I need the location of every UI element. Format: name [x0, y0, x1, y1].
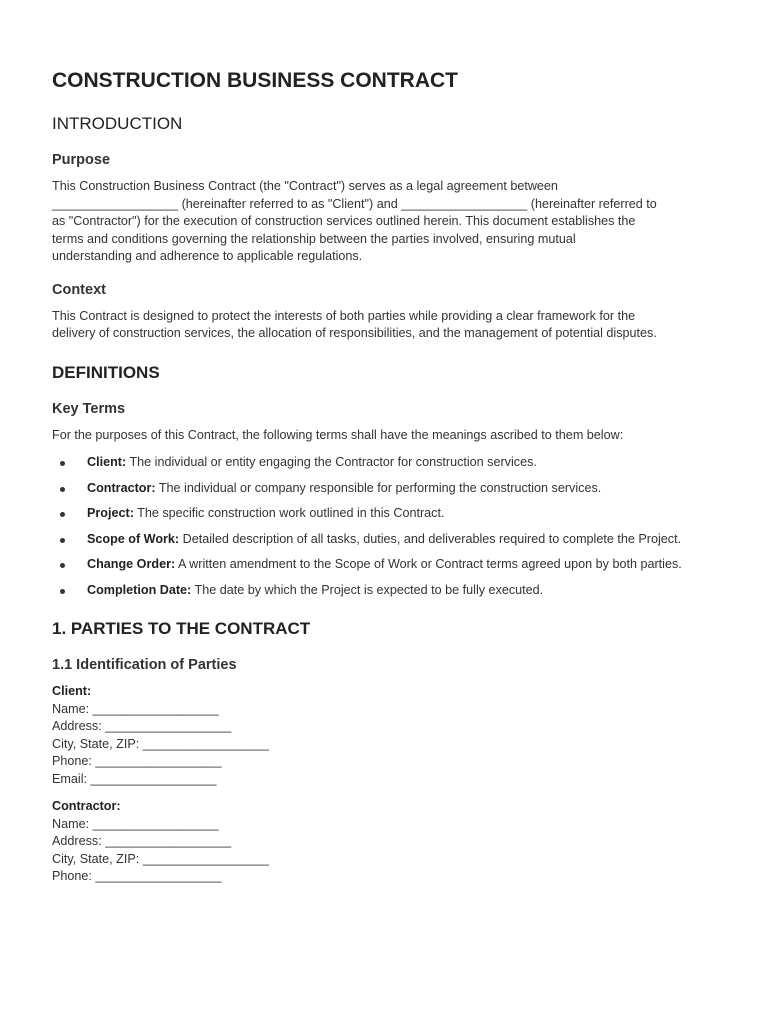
document-title: CONSTRUCTION BUSINESS CONTRACT: [52, 69, 459, 92]
key-terms-intro: For the purposes of this Contract, the following terms shall have the meanings ascribed to them below:: [52, 427, 624, 442]
bullet-icon: [60, 512, 65, 517]
list-item: [52, 556, 724, 574]
contractor-label: Contractor:: [52, 799, 121, 813]
bullet-icon: [60, 487, 65, 492]
bullet-icon: [60, 538, 65, 543]
client-address-field: Address: __________________: [52, 719, 232, 733]
purpose-heading: Purpose: [52, 152, 111, 168]
document-page: [52, 66, 724, 896]
list-item: [52, 480, 724, 498]
contractor-city-field: City, State, ZIP: __________________: [52, 851, 269, 866]
definition-term: Client:: [87, 455, 127, 469]
definition-term: Project:: [87, 506, 134, 520]
contractor-name-field: Name: __________________: [52, 816, 219, 831]
client-phone-field: Phone: __________________: [52, 754, 222, 768]
client-block: [52, 683, 724, 788]
definition-text: The individual or entity engaging the Contractor for construction services.: [126, 455, 537, 469]
client-email-field: Email: __________________: [52, 771, 217, 786]
list-item: [52, 505, 724, 523]
definition-text: The date by which the Project is expected to be fully executed.: [191, 582, 544, 597]
definition-text: Detailed description of all tasks, duties, and deliverables required to complete the Project.: [179, 531, 682, 546]
definition-text: The specific construction work outlined in this Contract.: [133, 506, 445, 520]
bullet-icon: [60, 461, 65, 466]
context-heading: Context: [52, 281, 106, 298]
list-item: [52, 454, 724, 472]
contractor-address-field: Address: __________________: [52, 834, 232, 848]
contractor-phone-field: Phone: __________________: [52, 869, 222, 883]
definition-term: Completion Date:: [87, 582, 192, 597]
purpose-paragraph: This Construction Business Contract (the "Contract") serves as a legal agreement between __________________ (hereinafter referred to as "Client") and __________________ (hereinafter referred to as "Contractor") for the execution of construction services outlined herein. This document establishes the terms and conditions governing the relationship between the parties involved, ensuring mutual understanding and adherence to applicable regulations.: [52, 179, 657, 263]
definition-term: Change Order:: [87, 557, 176, 571]
key-terms-heading: Key Terms: [52, 400, 126, 417]
definition-text: A written amendment to the Scope of Work or Contract terms agreed upon by both parties.: [175, 557, 682, 571]
definition-term: Contractor:: [87, 480, 156, 495]
bullet-icon: [60, 563, 65, 568]
identification-heading: 1.1 Identification of Parties: [52, 657, 237, 673]
definitions-heading: DEFINITIONS: [52, 362, 160, 382]
contractor-block: [52, 798, 724, 886]
client-city-field: City, State, ZIP: __________________: [52, 736, 269, 751]
client-label: Client:: [52, 684, 92, 698]
client-name-field: Name: __________________: [52, 701, 219, 716]
definition-term: Scope of Work:: [87, 531, 180, 546]
introduction-heading: INTRODUCTION: [52, 114, 183, 133]
list-item: [52, 582, 724, 600]
context-paragraph: This Contract is designed to protect the interests of both parties while providing a clear framework for the delivery of construction services, the allocation of responsibilities, and the management of potential disputes.: [52, 308, 657, 340]
definition-text: The individual or company responsible for performing the construction services.: [155, 480, 602, 495]
definitions-list: [52, 454, 724, 599]
bullet-icon: [60, 589, 65, 594]
list-item: [52, 531, 724, 549]
parties-heading: 1. PARTIES TO THE CONTRACT: [52, 619, 311, 638]
